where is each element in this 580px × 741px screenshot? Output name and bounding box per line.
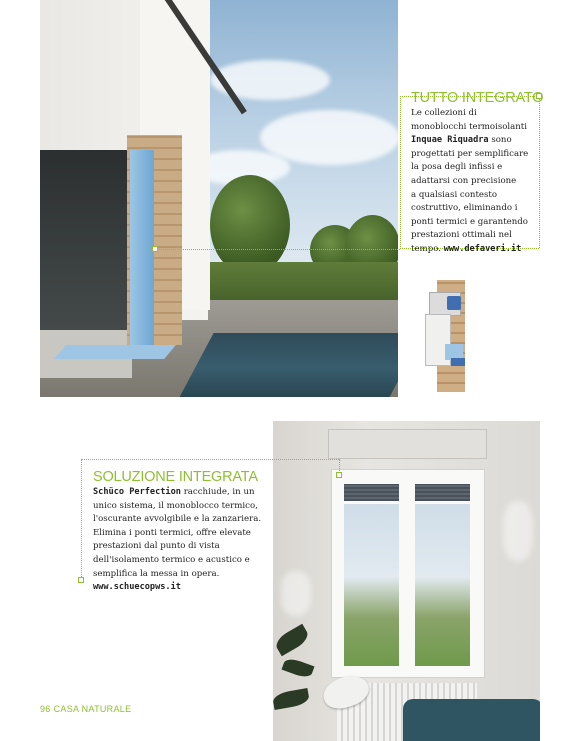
plant [273, 688, 310, 710]
house-pool-photo [40, 0, 398, 397]
plant [282, 656, 315, 679]
website-link[interactable]: www.defaveri.it [443, 243, 522, 254]
window-glass [415, 504, 470, 666]
callout-leader-line [339, 459, 340, 473]
magazine-name: CASA NATURALE [53, 704, 132, 714]
top-callout-heading: TUTTO INTEGRATO [411, 90, 544, 106]
roller-shutter [344, 484, 399, 501]
callout-frame-line [81, 459, 339, 460]
window-frame [331, 469, 485, 678]
window-interior-photo [273, 421, 540, 741]
bottom-callout-heading: SOLUZIONE INTEGRATA [93, 469, 258, 485]
callout-frame-line [81, 459, 82, 579]
product-name: Inquae Riquadra [411, 135, 489, 146]
ceiling-panel [328, 429, 487, 459]
callout-frame-line [539, 96, 540, 248]
callout-frame-line [400, 96, 401, 249]
page-footer [40, 704, 131, 714]
roller-shutter [415, 484, 470, 501]
monoblock-detail-image [415, 270, 490, 398]
insulation-panel [130, 150, 154, 350]
page-number: 96 [40, 704, 51, 714]
product-name: Schüco Perfection [93, 487, 181, 497]
website-link[interactable]: www.schuecopws.it [93, 582, 181, 593]
window-glass [344, 504, 399, 666]
floor-insulation [54, 345, 176, 359]
tree [210, 175, 290, 275]
plant [273, 624, 311, 657]
callout-corner-marker [78, 577, 84, 583]
callout-leader-line [155, 249, 400, 250]
pool [176, 333, 398, 397]
top-callout-body: Le collezioni di monoblocchi termoisolanti Inquae Riquadra sono progettati per semplificare la posa degli infissi e adattarsi con precisione a qualsiasi contesto costruttivo, eliminando i ponti termici e garantendo prestazioni ottimali nel tempo. www.defaveri.it [411, 108, 529, 254]
callout-anchor-marker [152, 246, 158, 252]
sofa [403, 699, 540, 741]
bottom-callout-body: Schüco Perfection racchiude, in un unico sistema, il monoblocco termico, l'oscurante avvolgibile e la zanzariera. Elimina i ponti termici, offre elevate prestazioni dal punto di vista dell'isolamento termico e acustico e semplifica la messa in opera. www.schuecopws.it [93, 487, 262, 593]
callout-anchor-marker [336, 472, 342, 478]
